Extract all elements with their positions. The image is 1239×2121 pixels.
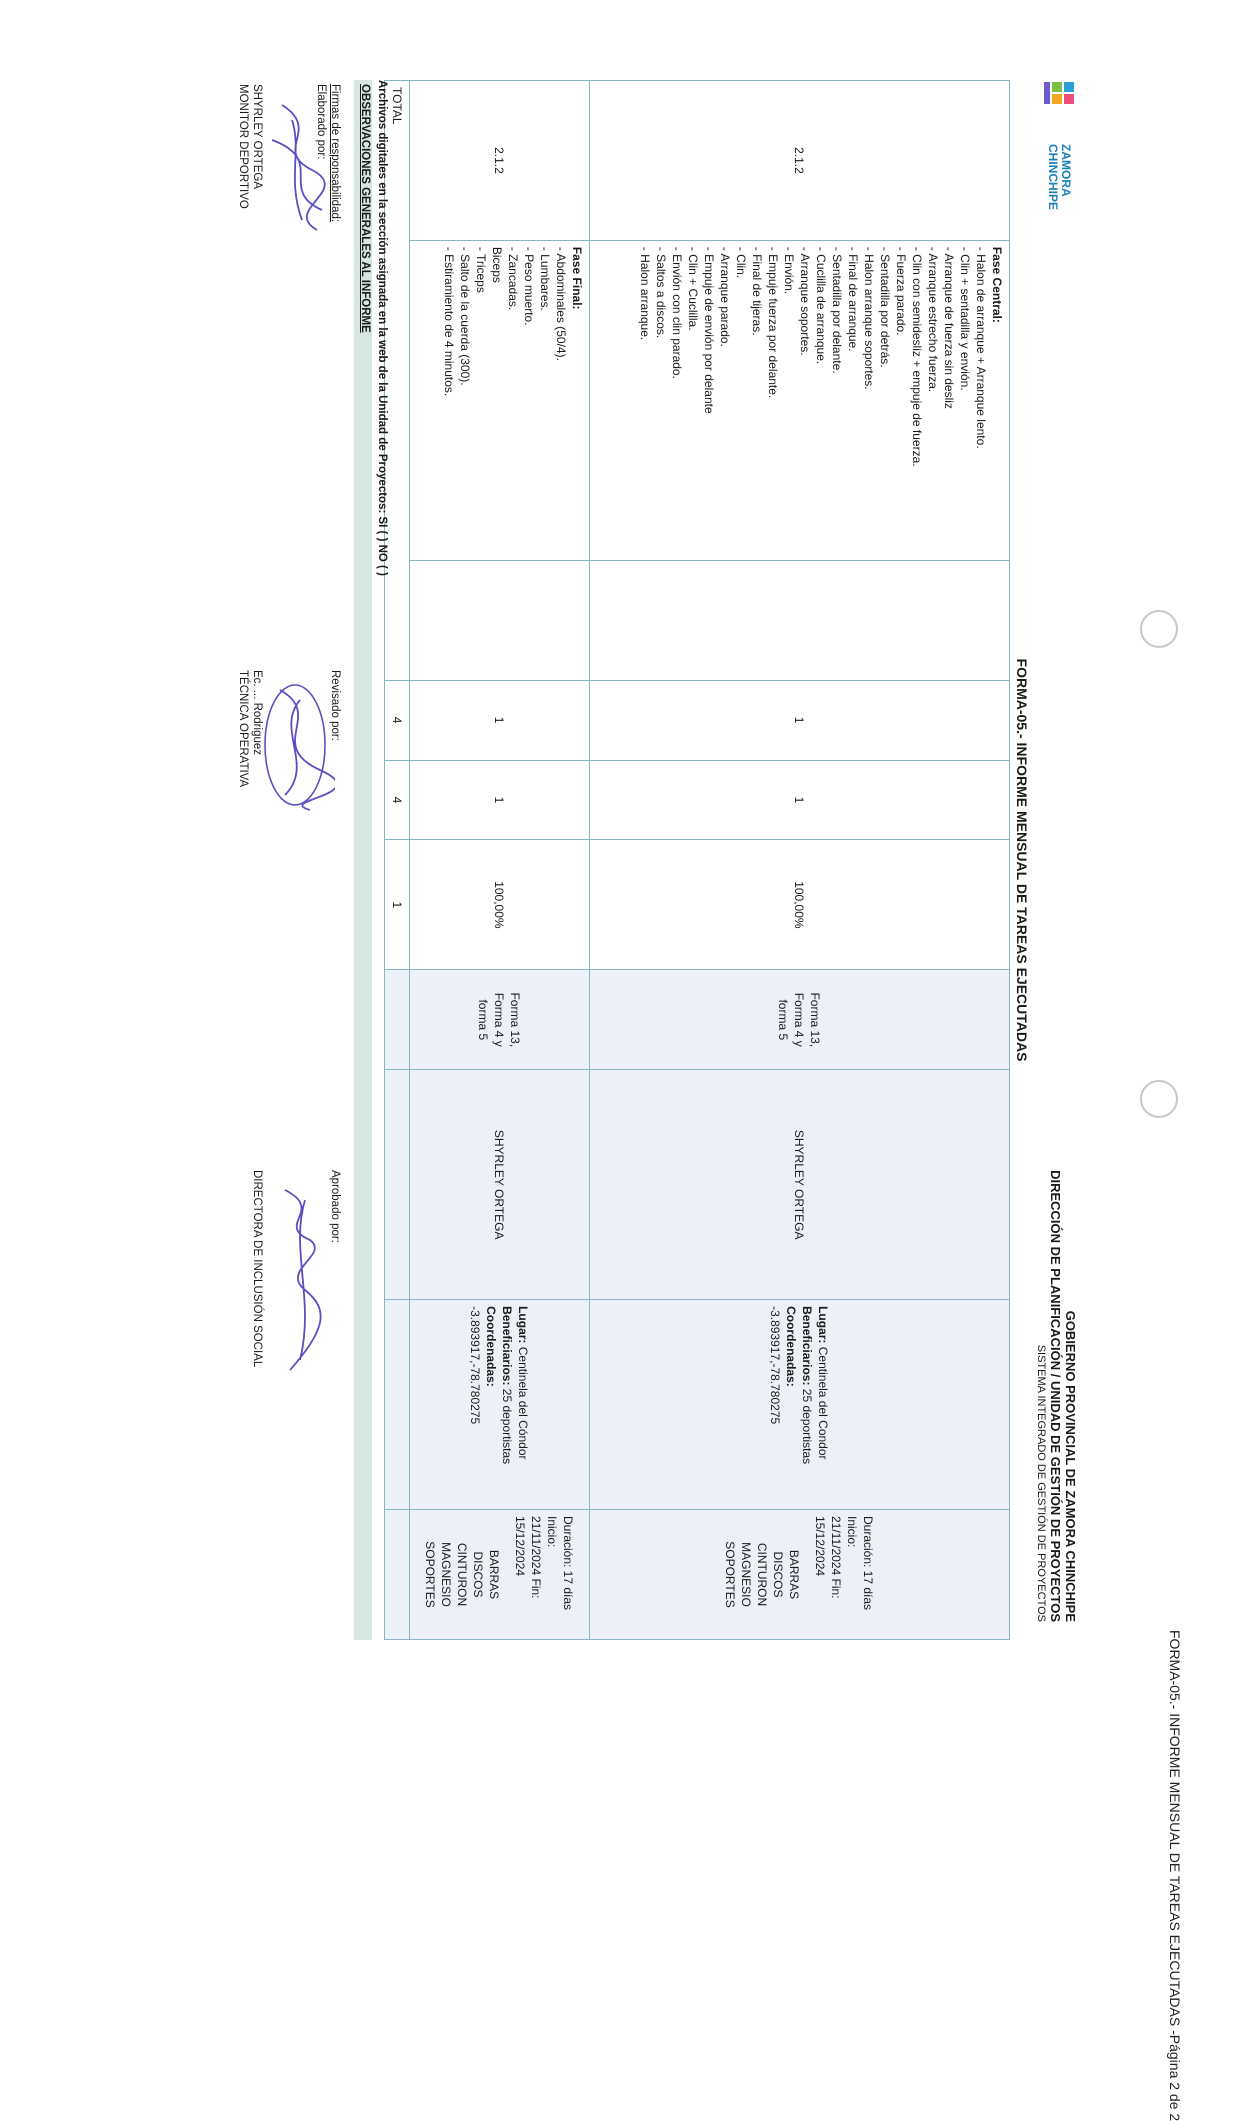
dates-info: Duración: 17 días Inicio: 21/11/2024 Fin: 15/12/2024 BARRAS DISCOS CINTURON MAGNESIO SOPORTES bbox=[410, 1509, 590, 1639]
activity-item: - Clin con semidesliz + empuje de fuerza. bbox=[910, 246, 924, 467]
planned-count: 1 bbox=[410, 680, 590, 760]
prepared-name: SHYRLEY ORTEGA bbox=[251, 84, 263, 190]
approved-label: Aprobado por: bbox=[329, 1170, 341, 1243]
resource-item: MAGNESIO bbox=[739, 1542, 754, 1607]
gpzch-logo-icon bbox=[1038, 80, 1078, 140]
reviewed-role: TÉCNICA OPERATIVA bbox=[237, 670, 249, 788]
activity-item: - Arranque estrecho fuerza. bbox=[926, 246, 940, 393]
percent-executed: 100,00% bbox=[590, 840, 1010, 970]
activity-item: - Empuje fuerza por delante. bbox=[766, 246, 780, 399]
empty-cell bbox=[385, 1070, 410, 1300]
rotated-document bbox=[237, 80, 1080, 1640]
resource-item: SOPORTES bbox=[723, 1541, 738, 1608]
activity-item: - Fuerza parado. bbox=[894, 246, 908, 336]
institution-block bbox=[1033, 1170, 1078, 1622]
total-planned: 4 bbox=[385, 680, 410, 760]
verification-means: Forma 13, Forma 4 y forma 5 bbox=[410, 970, 590, 1070]
reviewed-label: Revisado por: bbox=[329, 670, 341, 741]
resource-item: CINTURON bbox=[455, 1542, 470, 1607]
activity-description bbox=[590, 240, 1010, 560]
phase-title: Fase Central: bbox=[990, 246, 1004, 323]
activity-item: - Zancadas. bbox=[506, 246, 520, 311]
activity-item: - Sentadilla por delante. bbox=[830, 246, 844, 374]
activity-item: - Halon de arranque + Arranque lento. bbox=[974, 246, 988, 449]
digital-files-note: Archivos digitales en la sección asignada en la web de la Unidad de Proyectos: SI ( ) NO ( ) bbox=[376, 80, 388, 576]
system-name: SISTEMA INTEGRADO DE GESTIÓN DE PROYECTOS bbox=[1035, 1344, 1047, 1622]
observations-bar bbox=[354, 80, 372, 1640]
location-info: Lugar: Centinela del Cóndor Beneficiarios: 25 deportistas Coordenadas: -3.893917,-78.780275 bbox=[410, 1300, 590, 1510]
activity-list bbox=[441, 247, 569, 554]
total-executed: 4 bbox=[385, 760, 410, 840]
punch-hole-top bbox=[1140, 610, 1178, 648]
observations-label: OBSERVACIONES GENERALES AL INFORME bbox=[359, 84, 371, 333]
resource-item: SOPORTES bbox=[423, 1541, 438, 1608]
activity-item: - Abdominales (50/4). bbox=[554, 246, 568, 361]
activity-list bbox=[637, 247, 989, 554]
dates-info: Duración: 17 días Inicio: 21/11/2024 Fin: 15/12/2024 BARRAS DISCOS CINTURON MAGNESIO SOPORTES bbox=[590, 1509, 1010, 1639]
activity-item: - Clin. bbox=[734, 246, 748, 279]
signature-reviewed-scribble bbox=[255, 675, 335, 815]
activity-code: 2.1.2 bbox=[410, 81, 590, 241]
signature-prepared-scribble bbox=[262, 100, 332, 240]
executed-count: 1 bbox=[410, 760, 590, 840]
resource-item: CINTURON bbox=[755, 1542, 770, 1607]
tasks-table bbox=[384, 80, 1010, 1640]
activity-item: - Empuje de envión por delante bbox=[702, 246, 716, 414]
resource-item: BARRAS bbox=[787, 1549, 802, 1600]
punch-hole-bottom bbox=[1140, 1080, 1178, 1118]
empty-cell bbox=[385, 1509, 410, 1639]
responsible: SHYRLEY ORTEGA bbox=[410, 1070, 590, 1300]
resource-item: DISCOS bbox=[771, 1551, 786, 1598]
total-percent: 1 bbox=[385, 840, 410, 970]
activity-item: - Envión. bbox=[782, 246, 796, 295]
activity-item: - Clin + Cuclilla. bbox=[686, 246, 700, 331]
activity-item: - Estiramiento de 4 minutos. bbox=[442, 246, 456, 397]
total-label: TOTAL bbox=[385, 81, 410, 681]
signatures-title: Firmas de responsabilidad: bbox=[329, 84, 341, 223]
responsible: SHYRLEY ORTEGA bbox=[590, 1070, 1010, 1300]
resource-item: DISCOS bbox=[471, 1551, 486, 1598]
planned-count: 1 bbox=[590, 680, 1010, 760]
activity-item: - Arranque soportes. bbox=[798, 246, 812, 356]
activity-item: - Final de tijeras. bbox=[750, 246, 764, 336]
activity-item: - Salto de la cuerda (300). bbox=[458, 246, 472, 386]
activity-item: - Final de arranque. bbox=[846, 246, 860, 352]
phase-title: Fase Final: bbox=[570, 246, 584, 310]
empty-cell bbox=[590, 560, 1010, 680]
activity-item: Biceps bbox=[490, 246, 504, 283]
activity-item: - Arranque parado. bbox=[718, 246, 732, 347]
activity-description bbox=[410, 240, 590, 560]
approved-role: DIRECTORA DE INCLUSIÓN SOCIAL bbox=[251, 1170, 263, 1368]
activity-item: - Halon arranque soportes. bbox=[862, 246, 876, 390]
activity-code: 2.1.2 bbox=[590, 81, 1010, 241]
total-row bbox=[385, 81, 410, 1640]
resources-list bbox=[423, 1516, 503, 1633]
empty-cell bbox=[385, 970, 410, 1070]
page-footer: FORMA-05.- INFORME MENSUAL DE TAREAS EJECUTADAS -Página 2 de 2 bbox=[1167, 1630, 1183, 2121]
resource-item: BARRAS bbox=[487, 1549, 502, 1600]
institution-name: GOBIERNO PROVINCIAL DE ZAMORA CHINCHIPE bbox=[1063, 1310, 1078, 1622]
table-row bbox=[590, 81, 1010, 1640]
resource-item: MAGNESIO bbox=[439, 1542, 454, 1607]
signature-approved-scribble bbox=[255, 1180, 335, 1380]
empty-cell bbox=[385, 1300, 410, 1510]
activity-item: - Envión con clin parado. bbox=[670, 246, 684, 379]
activity-item: - Arranque de fuerza sin desliz bbox=[942, 246, 956, 409]
document-header bbox=[1014, 80, 1080, 1640]
reviewed-name: Ec. ... Rodriguez bbox=[251, 670, 263, 756]
prepared-role: MONITOR DEPORTIVO bbox=[237, 84, 249, 209]
percent-executed: 100,00% bbox=[410, 840, 590, 970]
activity-item: - Sentadilla por detrás. bbox=[878, 246, 892, 368]
activity-item: - Peso muerto. bbox=[522, 246, 536, 326]
form-title: FORMA-05.- INFORME MENSUAL DE TAREAS EJECUTADAS bbox=[1014, 658, 1030, 1062]
activity-item: - Clin + sentadilla y envión. bbox=[958, 246, 972, 391]
activity-item: - Saltos a discos. bbox=[654, 246, 668, 339]
empty-cell bbox=[410, 560, 590, 680]
resources-list bbox=[723, 1516, 803, 1633]
executed-count: 1 bbox=[590, 760, 1010, 840]
location-info: Lugar: Centinela del Condor Beneficiarios: 25 deportistas Coordenadas: -3.893917,-78.780275 bbox=[590, 1300, 1010, 1510]
activity-item: - Lumbares. bbox=[538, 246, 552, 311]
verification-means: Forma 13, Forma 4 y forma 5 bbox=[590, 970, 1010, 1070]
activity-item: - Triceps bbox=[474, 246, 488, 293]
department-name: DIRECCIÓN DE PLANIFICACIÓN / UNIDAD DE GESTIÓN DE PROYECTOS bbox=[1048, 1170, 1063, 1622]
table-row bbox=[410, 81, 590, 1640]
activity-item: - Cuclilla de arranque. bbox=[814, 246, 828, 365]
logo-text: ZAMORA CHINCHIPE bbox=[1046, 144, 1073, 211]
activity-item: - Halon arranque. bbox=[638, 246, 652, 341]
prepared-label: Elaborado por: bbox=[315, 84, 327, 160]
